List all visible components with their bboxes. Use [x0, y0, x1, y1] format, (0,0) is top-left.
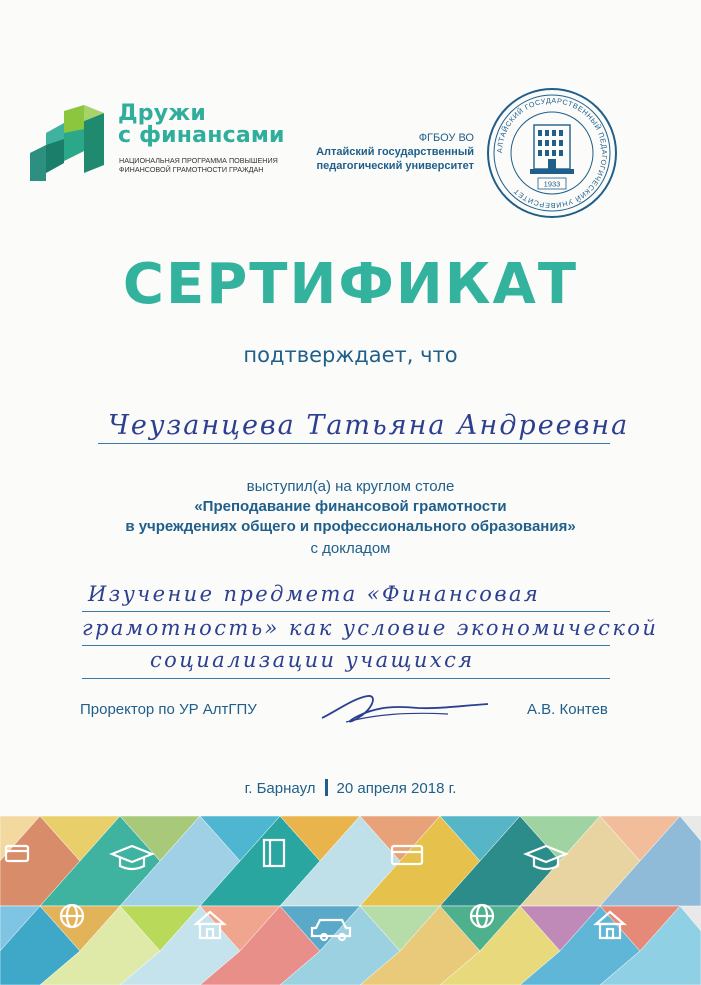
topic-line-2: [82, 645, 610, 646]
university-seal-icon: [484, 85, 620, 221]
signature-icon: [318, 688, 493, 728]
svg-text:АЛТАЙСКИЙ ГОСУДАРСТВЕННЫЙ ПЕДА: [495, 96, 609, 210]
logo-title-line1: Дружи: [118, 101, 206, 126]
university-name: [316, 131, 474, 173]
friends-with-finance-logo: [28, 103, 288, 183]
report-topic-line1: Изучение предмета «Финансовая: [88, 582, 541, 606]
event-title-line1: «Преподавание финансовой грамотности: [194, 498, 507, 515]
date: 20 апреля 2018 г.: [336, 780, 457, 797]
logo-subtitle-line2: ФИНАНСОВОЙ ГРАМОТНОСТИ ГРАЖДАН: [119, 165, 264, 174]
logo-subtitle-line1: НАЦИОНАЛЬНАЯ ПРОГРАММА ПОВЫШЕНИЯ: [119, 156, 278, 165]
recipient-name: Чеузанцева Татьяна Андреевна: [108, 410, 630, 441]
university-prefix: ФГБОУ ВО: [418, 132, 474, 144]
decorative-pattern: [0, 816, 701, 985]
certificate-title: СЕРТИФИКАТ: [122, 252, 579, 317]
event-title: [0, 497, 701, 537]
topic-line-3: [82, 678, 610, 679]
logo-subtitle: [119, 156, 278, 174]
confirms-text: подтверждает, что: [243, 343, 458, 367]
seal-year: 1933: [543, 179, 561, 189]
signer-name: А.В. Контев: [527, 701, 608, 718]
logo-mark-icon: [28, 103, 113, 183]
university-name-line1: Алтайский государственный: [316, 146, 474, 158]
logo-title-line2: с финансами: [118, 123, 285, 148]
event-title-line2: в учреждениях общего и профессионального образования»: [125, 518, 576, 535]
seal-ring-text: АЛТАЙСКИЙ ГОСУДАРСТВЕННЫЙ ПЕДАГОГИЧЕСКИЙ УНИВЕРСИТЕТ: [494, 95, 610, 211]
separator: [325, 779, 328, 796]
place-date: [0, 779, 701, 797]
performed-text: выступил(а) на круглом столе: [246, 478, 455, 495]
report-topic-line3: социализации учащихся: [150, 648, 475, 672]
city: г. Барнаул: [244, 780, 316, 797]
report-topic-line2: грамотность» как условие экономической: [82, 616, 659, 640]
with-report-text: с докладом: [310, 540, 391, 557]
logo-title: [118, 103, 285, 147]
topic-line-1: [82, 611, 610, 612]
university-name-line2: педагогический университет: [316, 160, 474, 172]
recipient-line: [98, 443, 610, 444]
signer-role: Проректор по УР АлтГПУ: [80, 701, 257, 718]
